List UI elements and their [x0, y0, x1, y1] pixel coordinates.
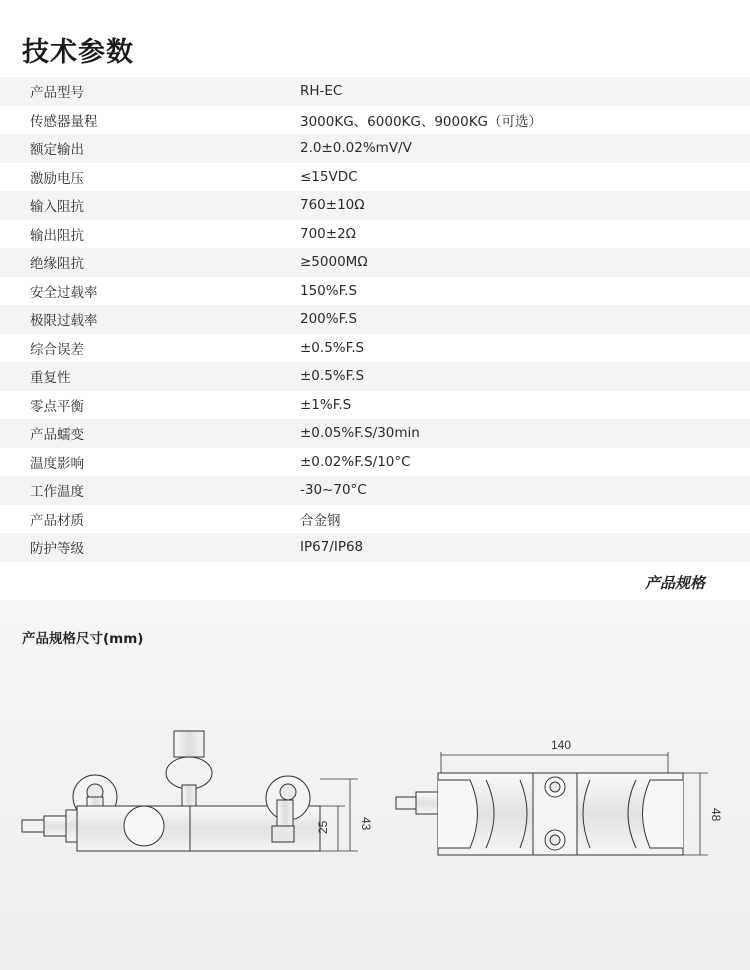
table-row — [0, 391, 750, 420]
top-view-shapes — [396, 773, 683, 855]
top-length-label: 140 — [551, 738, 572, 752]
spec-value: 3000KG、6000KG、9000KG（可选） — [300, 113, 543, 130]
spec-label: 零点平衡 — [30, 398, 84, 415]
table-row — [0, 77, 750, 106]
table-row — [0, 334, 750, 363]
table-row — [0, 106, 750, 135]
spec-label: 综合误差 — [30, 341, 84, 358]
spec-label: 激励电压 — [30, 170, 84, 187]
spec-label: 温度影响 — [30, 455, 84, 472]
table-row — [0, 163, 750, 192]
spec-label: 产品型号 — [30, 85, 84, 102]
spec-label: 绝缘阻抗 — [30, 256, 84, 273]
spec-table — [0, 77, 750, 562]
table-row — [0, 305, 750, 334]
spec-label: 输出阻抗 — [30, 227, 84, 244]
section-tag: 产品规格 — [644, 574, 705, 592]
spec-value: ±0.5%F.S — [300, 368, 365, 385]
table-row — [0, 448, 750, 477]
spec-value: 700±2Ω — [300, 225, 356, 242]
table-row — [0, 134, 750, 163]
spec-value: 200%F.S — [300, 311, 358, 328]
spec-label: 额定输出 — [30, 142, 84, 159]
front-dimension-lines — [320, 779, 358, 851]
front-height-total-label: 43 — [359, 817, 373, 831]
spec-value: 760±10Ω — [300, 197, 365, 214]
dimensions-title: 产品规格尺寸(mm) — [22, 631, 144, 647]
spec-label: 安全过载率 — [30, 284, 98, 301]
front-view-shapes — [22, 731, 320, 851]
spec-value: ±0.02%F.S/10°C — [300, 453, 411, 470]
table-row — [0, 248, 750, 277]
spec-label: 工作温度 — [30, 484, 84, 501]
spec-value: 合金钢 — [300, 512, 341, 529]
spec-value: -30~70°C — [300, 482, 367, 499]
table-row — [0, 419, 750, 448]
spec-label: 重复性 — [30, 370, 71, 387]
spec-label: 产品蠕变 — [30, 427, 84, 444]
spec-value: ±1%F.S — [300, 396, 352, 413]
page-title: 技术参数 — [22, 37, 134, 68]
spec-value: ±0.05%F.S/30min — [300, 425, 420, 442]
spec-value: ≤15VDC — [300, 168, 358, 185]
table-row — [0, 505, 750, 534]
spec-value: ≥5000MΩ — [300, 254, 368, 271]
spec-label: 防护等级 — [30, 541, 84, 558]
spec-value: IP67/IP68 — [300, 539, 364, 556]
spec-value: ±0.5%F.S — [300, 339, 365, 356]
table-row — [0, 220, 750, 249]
spec-label: 产品材质 — [30, 512, 84, 529]
spec-value: RH-EC — [300, 83, 343, 100]
front-view-drawing — [0, 600, 750, 970]
spec-label: 极限过载率 — [30, 313, 98, 330]
spec-label: 输入阻抗 — [30, 199, 84, 216]
spec-value: 150%F.S — [300, 282, 358, 299]
table-row — [0, 533, 750, 562]
table-row — [0, 362, 750, 391]
table-row — [0, 277, 750, 306]
front-height-body-label: 25 — [316, 820, 330, 834]
dimensions-panel — [0, 600, 750, 970]
table-row — [0, 191, 750, 220]
spec-value: 2.0±0.02%mV/V — [300, 140, 412, 157]
top-width-label: 48 — [709, 808, 723, 822]
spec-label: 传感器量程 — [30, 113, 98, 130]
table-row — [0, 476, 750, 505]
